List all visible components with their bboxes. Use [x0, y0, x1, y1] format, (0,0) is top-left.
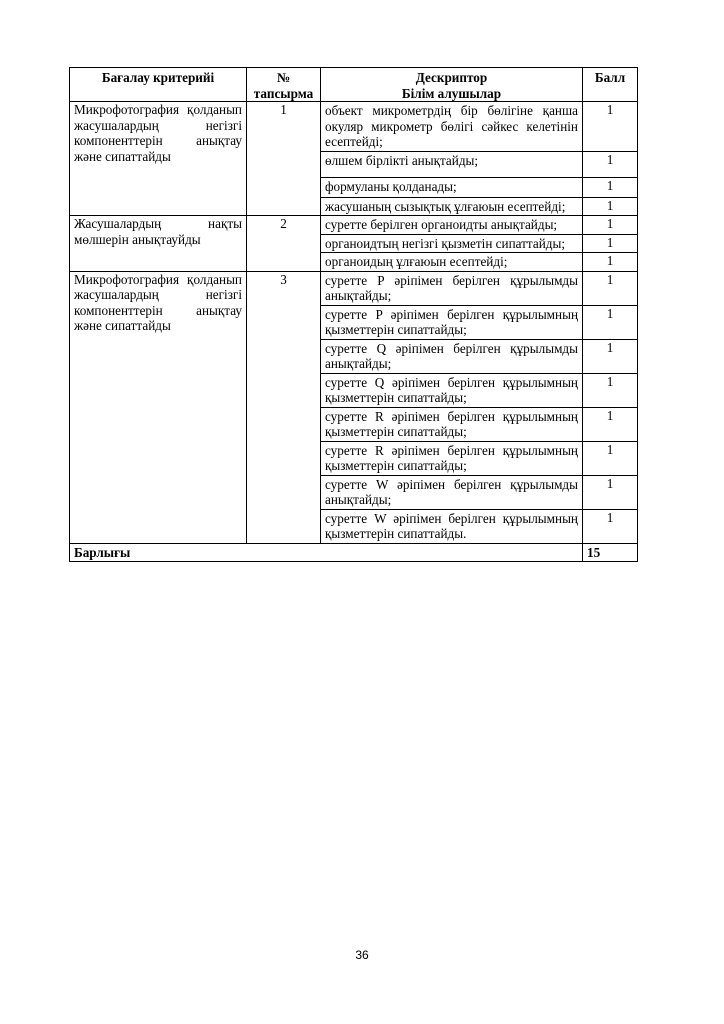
score-cell: 1 — [583, 197, 638, 216]
score-cell: 1 — [583, 271, 638, 305]
page-number: 36 — [355, 948, 369, 962]
header-descriptor-line1: Дескриптор — [415, 70, 488, 85]
score-cell: 1 — [583, 102, 638, 152]
assessment-rubric-table — [69, 67, 638, 562]
table-row — [70, 216, 638, 235]
descriptor-cell: суретте W әріпімен берілген құрылымның қызметтерін сипаттайды. — [321, 509, 583, 543]
descriptor-cell: объект микрометрдің бір бөлігіне қанша окуляр микрометр бөлігі сәйкес келетінін есептейді; — [321, 102, 583, 152]
score-cell: 1 — [583, 339, 638, 373]
descriptor-cell: суретте P әріпімен берілген құрылымның қызметтерін сипаттайды; — [321, 305, 583, 339]
score-cell: 1 — [583, 234, 638, 253]
header-score: Балл — [583, 68, 638, 102]
table-row — [70, 271, 638, 305]
score-cell: 1 — [583, 373, 638, 407]
header-descriptor-line2: Білім алушылар — [401, 85, 502, 101]
descriptor-cell: органоидтың негізгі қызметін сипаттайды; — [321, 234, 583, 253]
criterion-cell: Микрофотография қолданып жасушалардың негізгі компоненттерін анықтау және сипаттайды — [70, 102, 247, 216]
criterion-cell: Жасушалардың нақты мөлшерін анықтауйды — [70, 216, 247, 272]
task-number-cell: 1 — [247, 102, 321, 216]
header-task-line2: тапсырма — [253, 85, 314, 101]
score-cell: 1 — [583, 407, 638, 441]
descriptor-cell: өлшем бірлікті анықтайды; — [321, 151, 583, 177]
total-score: 15 — [583, 543, 638, 562]
descriptor-cell: суретте P әріпімен берілген құрылымды анықтайды; — [321, 271, 583, 305]
descriptor-cell: суретте Q әріпімен берілген құрылымның қызметтерін сипаттайды; — [321, 373, 583, 407]
task-number-cell: 3 — [247, 271, 321, 543]
descriptor-cell: суретте R әріпімен берілген құрылымның қызметтерін сипаттайды; — [321, 407, 583, 441]
descriptor-cell: органоидың ұлғаюын есептейді; — [321, 253, 583, 272]
task-number-cell: 2 — [247, 216, 321, 272]
descriptor-cell: жасушаның сызықтық ұлғаюын есептейді; — [321, 197, 583, 216]
header-row — [70, 68, 638, 102]
header-task — [247, 68, 321, 102]
total-label: Барлығы — [70, 543, 583, 562]
descriptor-cell: суретте берілген органоидты анықтайды; — [321, 216, 583, 235]
descriptor-cell: суретте R әріпімен берілген құрылымның қызметтерін сипаттайды; — [321, 441, 583, 475]
header-task-line1: № — [276, 70, 291, 85]
score-cell: 1 — [583, 216, 638, 235]
criterion-cell: Микрофотография қолданып жасушалардың негізгі компоненттерін анықтау және сипаттайды — [70, 271, 247, 543]
score-cell: 1 — [583, 475, 638, 509]
score-cell: 1 — [583, 441, 638, 475]
score-cell: 1 — [583, 177, 638, 197]
header-criterion: Бағалау критерийі — [70, 68, 247, 102]
score-cell: 1 — [583, 509, 638, 543]
score-cell: 1 — [583, 305, 638, 339]
score-cell: 1 — [583, 253, 638, 272]
table-row — [70, 102, 638, 152]
total-row — [70, 543, 638, 562]
descriptor-cell: суретте W әріпімен берілген құрылымды анықтайды; — [321, 475, 583, 509]
header-descriptor — [321, 68, 583, 102]
descriptor-cell: формуланы қолданады; — [321, 177, 583, 197]
score-cell: 1 — [583, 151, 638, 177]
descriptor-cell: суретте Q әріпімен берілген құрылымды анықтайды; — [321, 339, 583, 373]
